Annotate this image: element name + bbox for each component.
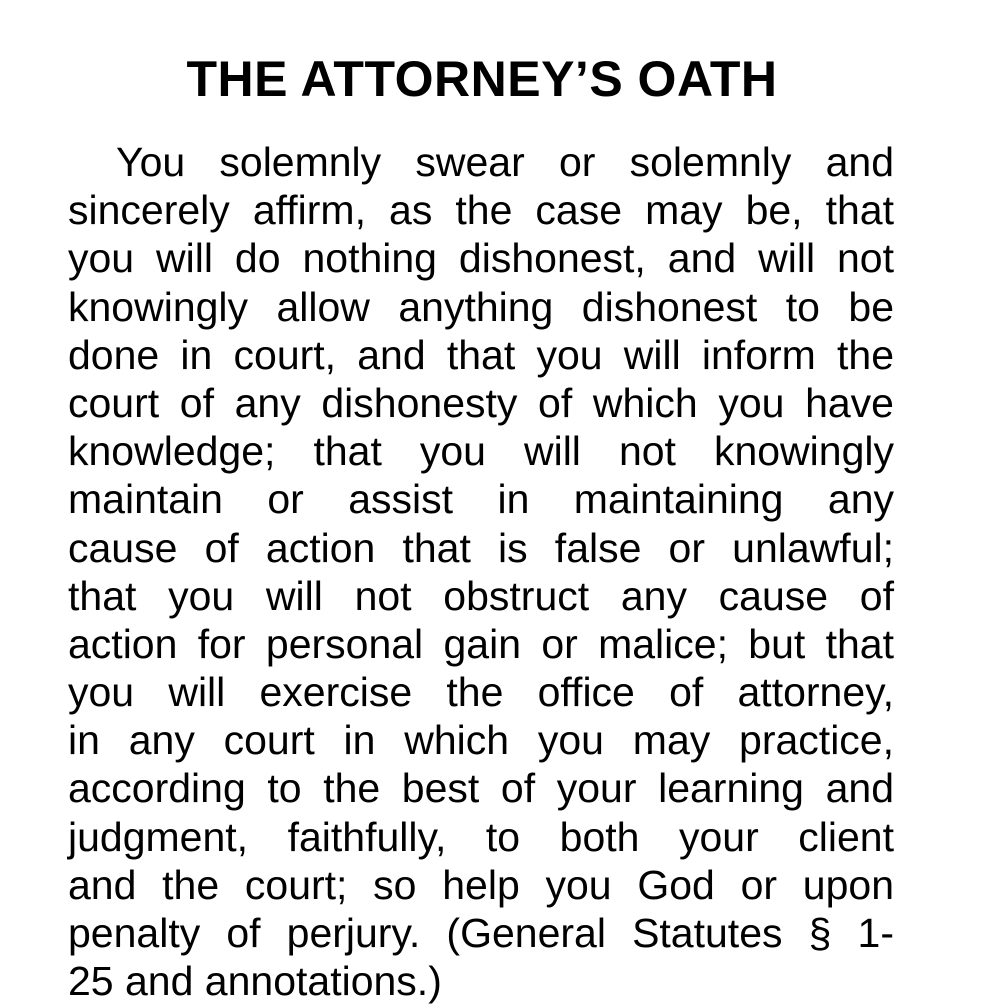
oath-line: in any court in which you may practice, — [68, 717, 894, 764]
oath-line: and the court; so help you God or upon — [68, 861, 894, 908]
oath-line: action for personal gain or malice; but that — [68, 620, 894, 667]
oath-line: you will do nothing dishonest, and will not — [68, 235, 894, 282]
oath-line: according to the best of your learning and — [68, 765, 894, 812]
oath-line: knowingly allow anything dishonest to be — [68, 283, 894, 330]
oath-line: judgment, faithfully, to both your client — [68, 813, 894, 860]
oath-line: court of any dishonesty of which you have — [68, 379, 894, 426]
oath-line: you will exercise the office of attorney, — [68, 669, 894, 716]
oath-line: that you will not obstruct any cause of — [68, 572, 894, 619]
oath-line: 25 and annotations.) — [68, 958, 442, 1005]
oath-line: knowledge; that you will not knowingly — [68, 428, 894, 475]
oath-line: penalty of perjury. (General Statutes § 1- — [68, 910, 894, 956]
oath-line: sincerely affirm, as the case may be, that — [68, 187, 894, 234]
document-title: THE ATTORNEY’S OATH — [186, 51, 778, 107]
oath-line: cause of action that is false or unlawful; — [68, 524, 894, 571]
oath-line: maintain or assist in maintaining any — [68, 476, 894, 523]
oath-line: done in court, and that you will inform the — [68, 331, 894, 378]
oath-paragraph — [68, 138, 894, 1005]
oath-line: You solemnly swear or solemnly and — [116, 139, 894, 185]
